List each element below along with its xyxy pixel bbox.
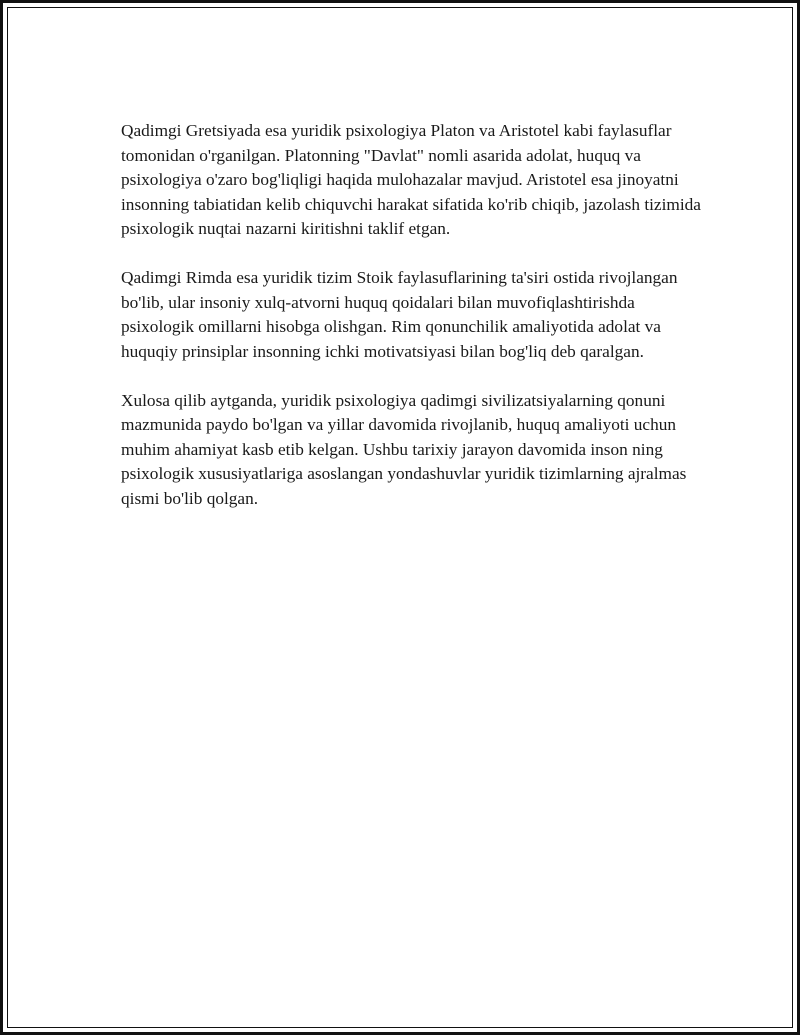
paragraph-conclusion: Xulosa qilib aytganda, yuridik psixologiya qadimgi sivilizatsiyalarning qonuni mazmunida paydo bo'lgan va yillar davomida rivojlanib, huquq amaliyoti uchun muhim ahamiyat kasb etib kelgan. Ushbu tarixiy jarayon davomida inson ning psixologik xususiyatlariga asoslangan yondashuvlar yuridik tizimlarning ajralmas qismi bo'lib qolgan. [121,390,687,508]
paragraph-rome: Qadimgi Rimda esa yuridik tizim Stoik faylasuflarining ta'siri ostida rivojlangan bo'lib, ular insoniy xulq-atvorni huquq qoidalari bilan muvofiqlashtirishda psixologik omillarni hisobga olishgan. Rim qonunchilik amaliyotida adolat va huquqiy prinsiplar insonning ichki motivatsiyasi bilan bog'liq deb qaralgan. [121,268,678,361]
paragraph-greece: Qadimgi Gretsiyada esa yuridik psixologiya Platon va Aristotel kabi faylasuflar tomonidan o'rganilgan. Platonning "Davlat" nomli asarida adolat, huquq va psixologiya o'zaro bog'liqligi haqida mulohazalar mavjud. Aristotel esa jinoyatni insonning tabiatidan kelib chiquvchi harakat sifatida ko'rib chiqib, jazolash tizimida psixologik nuqtai nazarni kiritishni taklif etgan. [121,121,701,238]
document-body [121,119,701,536]
